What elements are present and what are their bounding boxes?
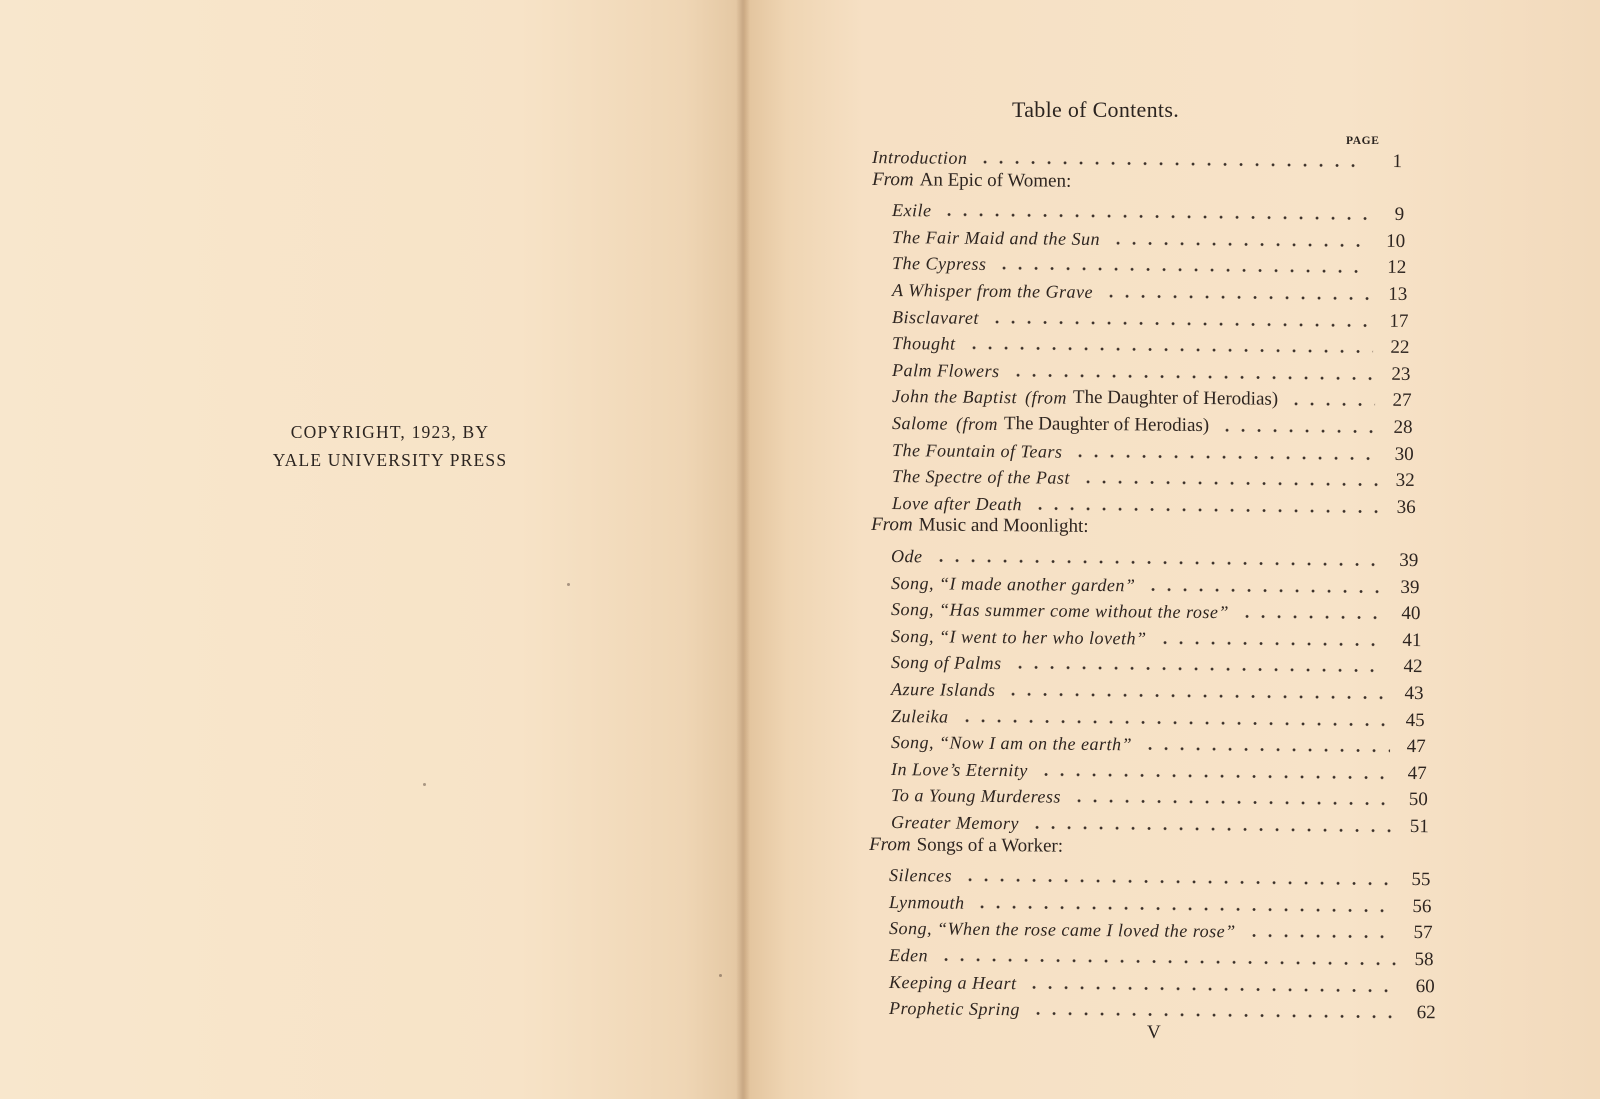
toc-entry [892,381,1412,412]
entry-title: The Cypress [892,253,987,275]
dot-leader [1110,241,1369,247]
entry-note-from: (from [956,413,999,435]
entry-page-number: 47 [1407,762,1427,784]
dot-leader [1080,480,1379,487]
entry-title: To a Young Murderess [890,785,1061,808]
entry-page-number: 17 [1389,310,1409,332]
entry-title: Song, “When the rose came I loved the rose” [889,918,1236,942]
entry-page-number: 27 [1392,390,1412,412]
entry-note-from: (from [1024,387,1068,409]
dot-leader [1032,506,1380,513]
entry-page-number: 12 [1387,257,1407,279]
dot-leader [989,320,1373,328]
toc-entry [892,328,1410,359]
entry-title: In Love’s Eternity [890,758,1028,781]
toc-entry [891,807,1429,838]
dot-leader [1246,934,1397,939]
entry-title: Introduction [872,147,968,168]
toc-entry [892,195,1404,226]
toc-entry [891,674,1424,705]
entry-title: John the Baptist [892,386,1018,408]
section-from: From [870,514,913,536]
dot-leader [1010,373,1375,381]
dot-leader [1156,640,1385,646]
toc-entry [892,461,1415,492]
entry-page-number: 62 [1416,1002,1436,1024]
entry-title: Greater Memory [890,812,1019,834]
section-colon: : [1057,835,1064,857]
entry-title: Prophetic Spring [889,998,1021,1020]
entry-page-number: 55 [1411,869,1431,891]
entry-title: Zuleika [890,705,949,727]
section-from: From [872,168,914,190]
dot-leader [1005,692,1387,700]
section-name: Music and Moonlight [918,514,1083,538]
entry-title: Song of Palms [890,652,1002,674]
entry-page-number: 47 [1406,736,1426,758]
toc-entry [891,727,1426,758]
dot-leader [977,160,1366,168]
entry-title: Song, “Now I am on the earth” [890,732,1132,755]
section-from: From [869,833,911,855]
dot-leader [1027,985,1399,993]
entry-page-number: 9 [1394,204,1405,226]
dot-leader [1070,799,1391,806]
entry-title: Song, “I went to her who loveth” [890,625,1147,649]
entry-note-title: The Daughter of Herodias) [1003,413,1210,437]
dot-leader [1030,1012,1400,1020]
section-name: An Epic of Women [919,169,1067,192]
dot-leader [1219,428,1376,434]
entry-title: Ode [890,546,923,567]
entry-page-number: 51 [1409,815,1429,838]
copyright-line: COPYRIGHT, 1923, BY [290,422,490,442]
entry-page-number: 60 [1415,975,1435,997]
section-heading [869,834,1063,860]
entry-page-number: 45 [1405,709,1425,731]
page-number: V [1147,1022,1161,1043]
entry-title: The Spectre of the Past [892,466,1071,488]
entry-title: Silences [889,865,953,886]
entry-page-number: 1 [1392,150,1403,173]
toc-entry [872,142,1402,173]
entry-page-number: 10 [1386,230,1406,252]
entry-page-number: 56 [1412,895,1432,918]
page-title: Table of Contents. [1012,97,1179,122]
section-name: Songs of a Worker [916,834,1058,857]
entry-page-number: 23 [1391,363,1411,385]
entry-title: Azure Islands [890,679,996,701]
toc-entry [889,860,1431,891]
toc-entry [891,541,1418,572]
entry-title: Thought [892,333,956,354]
section-colon: : [1082,516,1089,538]
dot-leader [975,905,1396,913]
toc-entry [889,940,1434,971]
toc-entry [892,248,1406,279]
dot-leader [1142,747,1390,753]
publisher-line: YALE UNIVERSITY PRESS [272,450,508,470]
dot-leader [1238,615,1384,620]
entry-page-number: 13 [1388,283,1408,305]
section-heading [871,514,1089,540]
dot-leader [1072,453,1377,460]
entry-page-number: 22 [1390,336,1410,359]
entry-title: A Whisper from the Grave [892,280,1094,302]
entry-page-number: 50 [1408,789,1428,811]
entry-page-number: 43 [1403,682,1424,705]
dot-leader [938,957,1398,965]
dot-leader [962,878,1394,886]
entry-page-number: 39 [1398,549,1418,572]
dot-leader [932,558,1382,566]
entry-page-number: 32 [1395,470,1415,492]
entry-title: Palm Flowers [892,359,1000,381]
dot-leader [1037,772,1390,779]
page-column-header: PAGE [1346,135,1380,147]
toc-entry [892,275,1407,306]
dot-leader [1011,666,1386,674]
entry-page-number: 39 [1399,576,1419,598]
toc-entry [892,408,1413,439]
section-colon: : [1065,170,1072,192]
entry-title: Song, “I made another garden” [890,572,1136,595]
entry-title: Lynmouth [889,891,965,913]
entry-note-title: The Daughter of Herodias) [1072,387,1279,411]
dot-leader [942,213,1369,221]
entry-title: Keeping a Heart [889,971,1017,993]
dot-leader [1145,587,1383,593]
dot-leader [966,346,1374,354]
toc-entry [889,993,1436,1024]
entry-title: Salome [892,413,949,434]
dot-leader [996,266,1370,274]
entry-title: The Fair Maid and the Sun [892,226,1101,249]
entry-page-number: 28 [1393,416,1413,438]
entry-page-number: 30 [1394,443,1414,465]
entry-title: Song, “Has summer come without the rose” [890,599,1229,623]
entry-page-number: 57 [1413,922,1433,944]
entry-title: The Fountain of Tears [892,439,1063,462]
dot-leader [1028,825,1392,832]
dot-leader [1103,294,1371,301]
entry-page-number: 36 [1396,496,1416,518]
toc-entry [891,594,1421,625]
entry-title: Exile [892,200,932,221]
entry-title: Eden [889,945,929,966]
entry-title: Love after Death [892,492,1023,515]
entry-page-number: 58 [1414,949,1434,971]
dot-leader [1288,402,1375,407]
entry-page-number: 40 [1400,603,1421,625]
entry-title: Bisclavaret [892,306,980,328]
entry-page-number: 42 [1402,656,1423,678]
dot-leader [958,718,1388,726]
entry-page-number: 41 [1401,629,1422,651]
section-heading [872,169,1071,195]
